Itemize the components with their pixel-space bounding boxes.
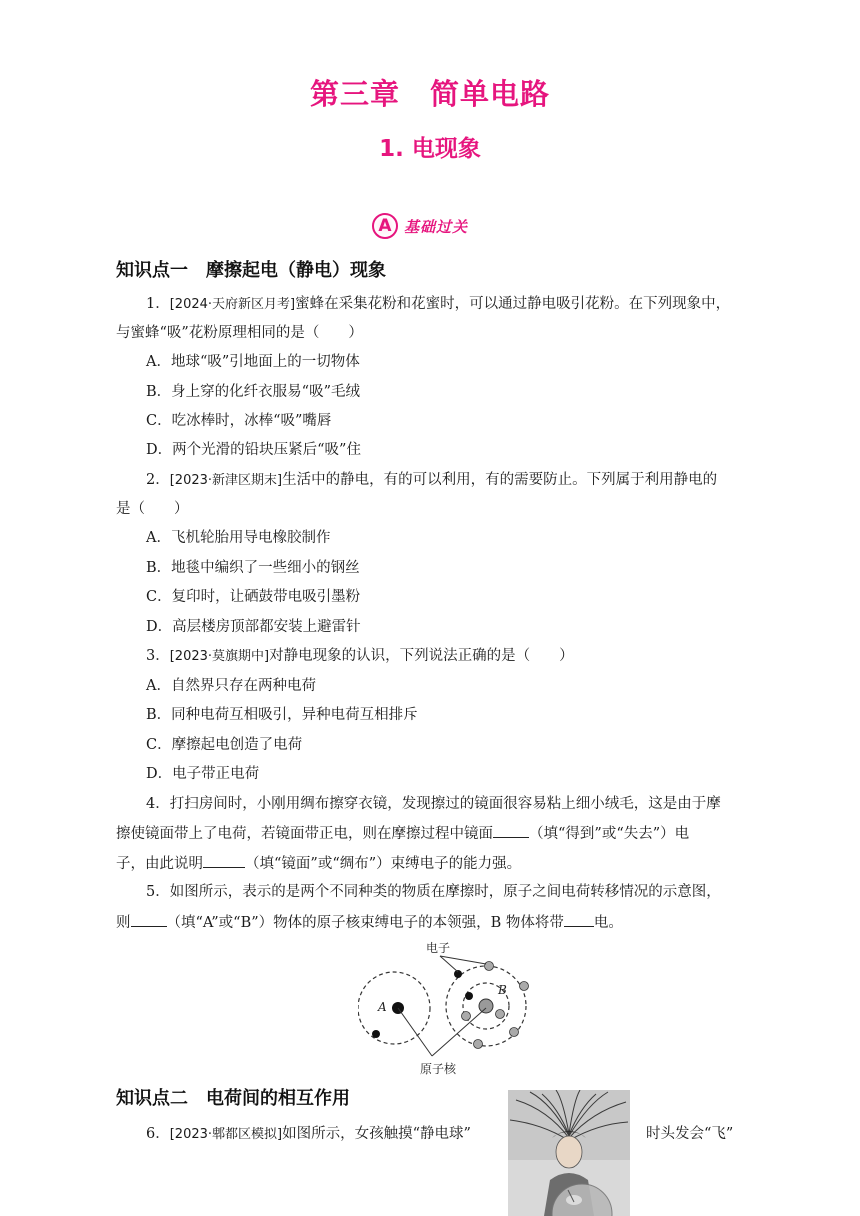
lesson-title: 1. 电现象 (379, 136, 481, 162)
question-6-number: 6． (146, 1126, 170, 1142)
atom-b-electron (510, 1028, 519, 1037)
question-3-source: [2023·莫旗期中] (169, 649, 270, 664)
figure-label-b: B (498, 983, 507, 997)
question-3-text: 对静电现象的认识，下列说法正确的是（ ） (269, 648, 574, 664)
atom-charge-transfer-diagram (358, 936, 538, 1078)
answer-blank[interactable] (131, 912, 167, 927)
figure-label-electron: 电子 (426, 941, 451, 955)
static-ball-girl-photo (508, 1090, 630, 1216)
question-4-line-3 (116, 853, 521, 874)
question-4-text-a: 擦使镜面带上了电荷，若镜面带正电，则在摩擦过程中镜面 (116, 826, 493, 842)
question-6-text-a: 如图所示，女孩触摸“静电球” (282, 1126, 471, 1142)
question-1-number: 1． (146, 296, 170, 312)
question-2-line-1 (146, 470, 717, 491)
question-1-option-d: D．两个光滑的铅块压紧后“吸”住 (146, 442, 361, 458)
atom-b-electron (496, 1010, 505, 1019)
atom-b-electron (520, 982, 529, 991)
question-2-option-a: A．飞机轮胎用导电橡胶制作 (146, 530, 331, 546)
question-2-option-c: C．复印时，让硒鼓带电吸引墨粉 (146, 589, 361, 605)
knowledge-point-2-heading: 知识点二 电荷间的相互作用 (116, 1088, 350, 1109)
answer-blank[interactable] (203, 853, 245, 868)
question-1-option-b: B．身上穿的化纤衣服易“吸”毛绒 (146, 384, 360, 400)
question-3-line-1 (146, 646, 574, 667)
question-3-option-a: A．自然界只存在两种电荷 (146, 678, 316, 694)
question-4-text-d: （填“镜面”或“绸布”）束缚电子的能力强。 (245, 856, 522, 872)
atom-b-electron (485, 962, 494, 971)
atom-b-electron (474, 1040, 483, 1049)
question-5-text-b: （填“A”或“B”）物体的原子核束缚电子的本领强，B 物体将带 (166, 915, 564, 931)
question-1-option-a: A．地球“吸”引地面上的一切物体 (146, 354, 360, 370)
question-2-text: 生活中的静电，有的可以利用，有的需要防止。下列属于利用静电的 (282, 472, 718, 488)
question-3-number: 3． (146, 648, 170, 664)
question-1-line-2: 与蜜蜂“吸”花粉原理相同的是（ ） (116, 325, 363, 341)
question-1-line-1 (146, 294, 730, 315)
figure-label-nucleus: 原子核 (420, 1062, 457, 1076)
question-2-source: [2023·新津区期末] (169, 473, 283, 488)
nucleus-leader-line (398, 1008, 432, 1056)
question-3-option-d: D．电子带正电荷 (146, 766, 260, 782)
question-3-option-c: C．摩擦起电创造了电荷 (146, 737, 303, 753)
answer-blank[interactable] (493, 823, 529, 838)
question-4-text-c: 子，由此说明 (116, 856, 203, 872)
question-1-option-c: C．吃冰棒时，冰棒“吸”嘴唇 (146, 413, 332, 429)
question-6-text-b: 时头发会“飞” (646, 1126, 734, 1142)
section-badge (372, 212, 468, 240)
answer-blank[interactable] (564, 912, 594, 927)
question-2-line-2: 是（ ） (116, 501, 189, 517)
question-5-line-2 (116, 912, 623, 933)
question-5-line-1: 5．如图所示，表示的是两个不同种类的物质在摩擦时，原子之间电荷转移情况的示意图， (146, 884, 721, 900)
knowledge-point-1-heading: 知识点一 摩擦起电（静电）现象 (116, 260, 386, 281)
section-letter-icon: A (372, 213, 398, 239)
atom-b-gained-electron (454, 970, 462, 978)
question-4-text-b: （填“得到”或“失去”）电 (529, 826, 690, 842)
question-1-source: [2024·天府新区月考] (169, 297, 296, 312)
chapter-title: 第三章 简单电路 (309, 77, 550, 111)
question-4-line-2 (116, 823, 689, 844)
atom-b-gained-electron (465, 992, 473, 1000)
question-2-number: 2． (146, 472, 170, 488)
question-2-option-b: B．地毯中编织了一些细小的钢丝 (146, 560, 360, 576)
question-5-text-c: 电。 (593, 915, 623, 931)
question-2-option-d: D．高层楼房顶部都安装上避雷针 (146, 619, 361, 635)
question-6-line-1 (146, 1124, 471, 1145)
question-3-option-b: B．同种电荷互相吸引，异种电荷互相排斥 (146, 707, 418, 723)
question-4-line-1: 4．打扫房间时，小刚用绸布擦穿衣镜，发现擦过的镜面很容易粘上细小绒毛，这是由于摩 (146, 796, 721, 812)
atom-a-electron (372, 1030, 380, 1038)
question-6-source: [2023·郫都区模拟] (169, 1127, 283, 1142)
question-5-text-a: 则 (116, 915, 131, 931)
atom-b-nucleus (479, 999, 493, 1013)
section-label: 基础过关 (404, 217, 469, 236)
atom-b-electron (462, 1012, 471, 1021)
question-1-text: 蜜蜂在采集花粉和花蜜时，可以通过静电吸引花粉。在下列现象中， (295, 296, 731, 312)
figure-label-a: A (378, 1000, 387, 1014)
